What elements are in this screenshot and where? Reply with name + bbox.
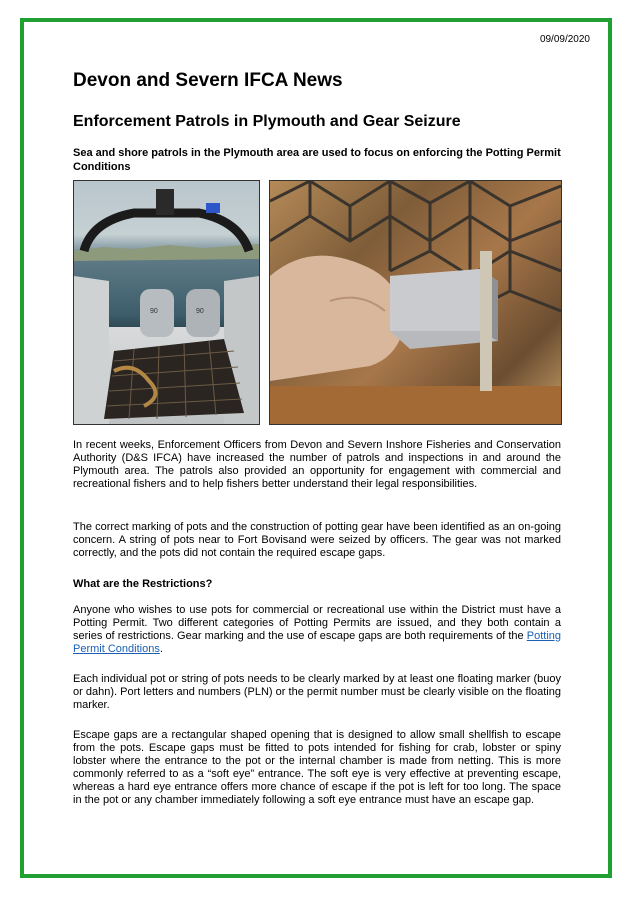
svg-text:90: 90 — [196, 308, 204, 315]
patrol-boat-illustration — [74, 181, 259, 424]
article-title: Enforcement Patrols in Plymouth and Gear Seizure — [73, 113, 461, 130]
restrictions-heading: What are the Restrictions? — [73, 578, 213, 590]
paragraph-marking-concern: The correct marking of pots and the construction of potting gear have been identified as an on-going concern. A string of pots near to Fort Bovisand were seized by officers. The gear was not marked correctly, and the pots did not contain the required escape gaps. — [73, 521, 561, 559]
escape-gap-illustration — [270, 181, 561, 424]
svg-text:90: 90 — [150, 308, 158, 315]
paragraph-escape-gaps: Escape gaps are a rectangular shaped opening that is designed to allow small shellfish to escape from the pots. Escape gaps must be fitted to pots intended for fishing for crab, lobster or spiny lobster where the entrance to the pot or the internal chamber is made from netting. This is more commonly referred to as a “soft eye” entrance. The soft eye is very effective at preventing escape, whereas a hard eye entrance offers more chance of escape if the pot is left for too long. The space in the pot or any chamber immediately following a soft eye entrance must have an escape gap. — [73, 729, 561, 806]
date-label: 09/09/2020 — [539, 34, 590, 45]
paragraph-potting-permit-end: . — [159, 643, 163, 655]
potting-permit-conditions-link[interactable]: Potting Permit Conditions — [73, 630, 561, 655]
article-lede: Sea and shore patrols in the Plymouth area are used to focus on enforcing the Potting Permit Conditions — [73, 147, 561, 173]
patrol-boat-photo — [73, 180, 260, 425]
paragraph-intro: In recent weeks, Enforcement Officers from Devon and Severn Inshore Fisheries and Conservation Authority (D&S IFCA) have increased the number of patrols and inspections in and around the Plymouth area. The patrols also provided an opportunity for engagement with commercial and recreational fishers and to help fishers better understand their legal responsibilities. — [73, 439, 561, 490]
newsletter-title: Devon and Severn IFCA News — [73, 70, 343, 91]
paragraph-marker-rules: Each individual pot or string of pots needs to be clearly marked by at least one floating marker (buoy or dahn). Port letters and numbers (PLN) or the permit number must be clearly visible on the floating marker. — [73, 673, 561, 711]
paragraph-potting-permit-text: Anyone who wishes to use pots for commercial or recreational use within the District must have a Potting Permit. Two different categories of Potting Permits are issued, and they both contain a series of restrictions. Gear marking and the use of escape gaps are both requirements of the — [73, 604, 561, 642]
paragraph-potting-permit — [73, 604, 561, 656]
escape-gap-gauge-photo — [269, 180, 562, 425]
